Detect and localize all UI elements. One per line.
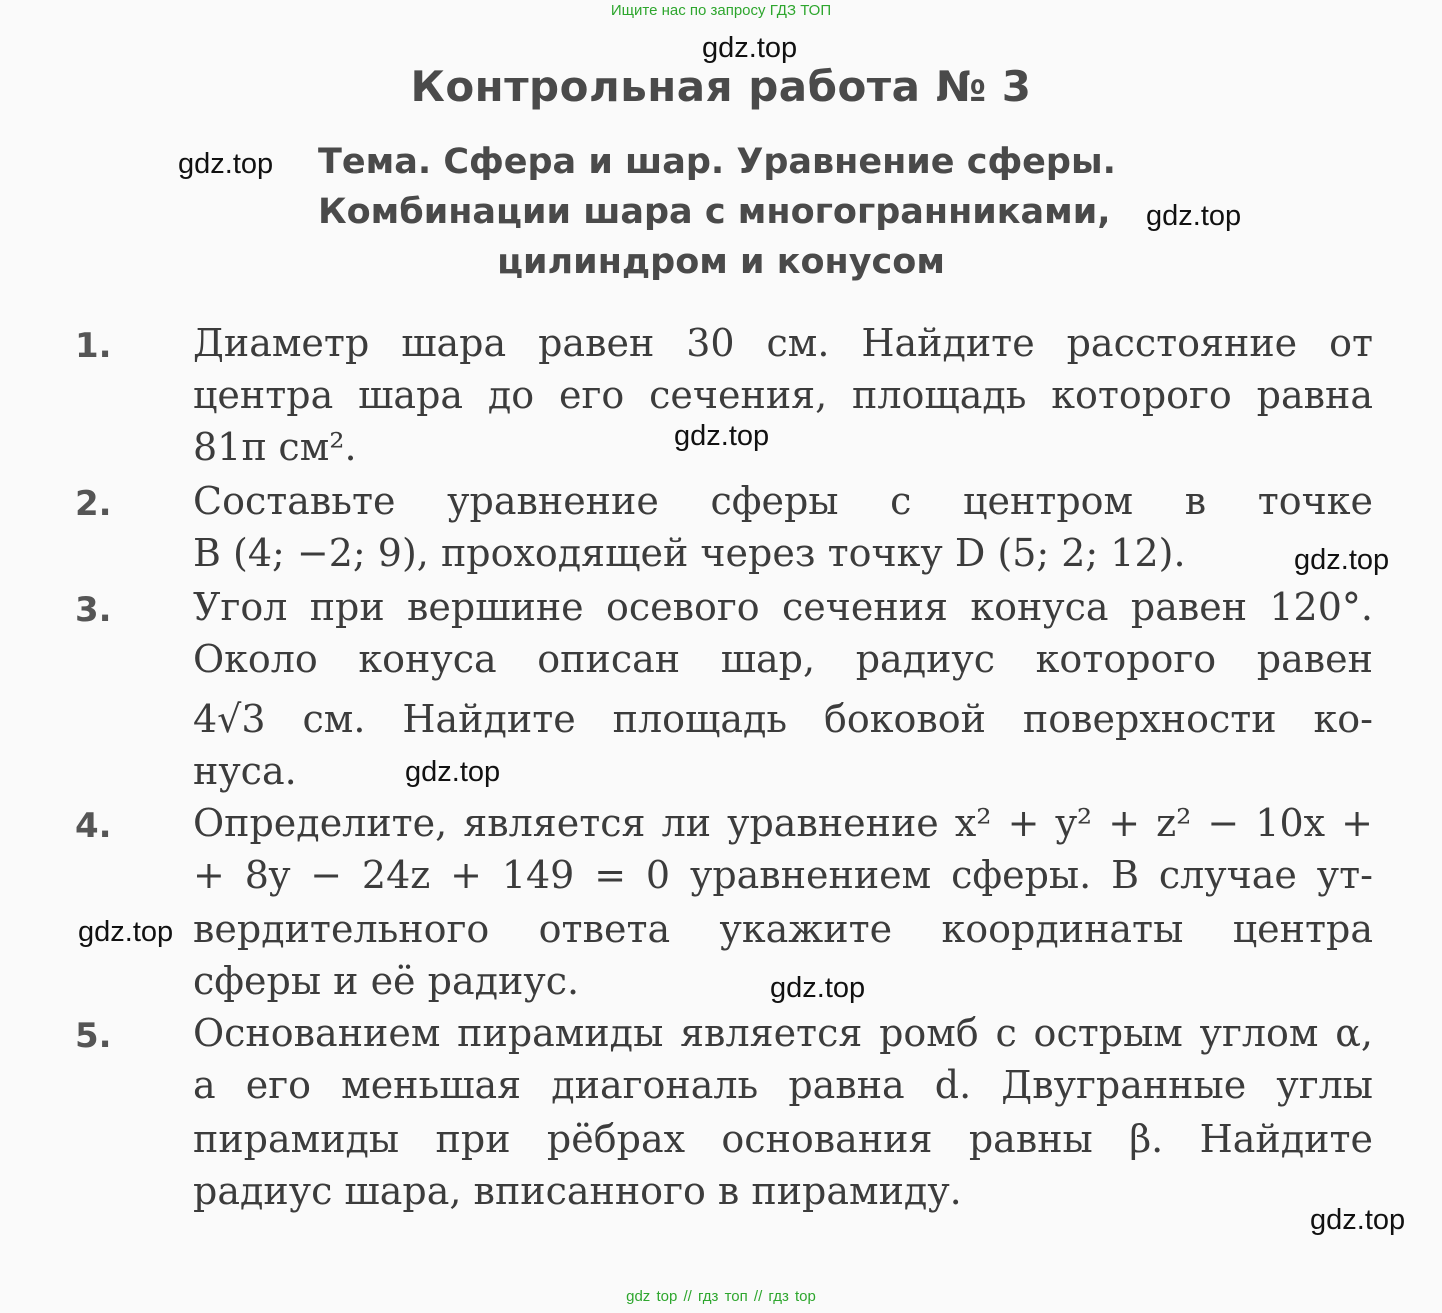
watermark: gdz.top xyxy=(1146,200,1242,232)
page-title: Контрольная работа № 3 xyxy=(410,62,1032,111)
task-number: 3. xyxy=(75,590,112,630)
task-4-line-3: вердительного ответа укажите координаты центра xyxy=(193,907,1373,951)
task-5-line-2: а его меньшая диагональ равна d. Двугранные углы xyxy=(193,1063,1373,1107)
task-4-line-2: + 8y − 24z + 149 = 0 уравнением сферы. В случае ут- xyxy=(193,853,1373,897)
task-2-line-2: B (4; −2; 9), проходящей через точку D (5; 2; 12). xyxy=(193,531,1186,575)
theme-line-3: цилиндром и конусом xyxy=(497,242,945,282)
watermark: gdz.top xyxy=(1294,544,1390,576)
theme-line-1: Тема. Сфера и шар. Уравнение сферы. xyxy=(318,142,1116,182)
watermark: gdz.top xyxy=(405,756,501,788)
task-number: 5. xyxy=(75,1016,112,1056)
top-banner: Ищите нас по запросу ГДЗ ТОП xyxy=(610,2,832,19)
task-4-line-4: сферы и её радиус. xyxy=(193,959,580,1003)
task-3-line-2: Около конуса описан шар, радиус которого равен xyxy=(193,637,1373,681)
watermark: gdz.top xyxy=(702,32,798,64)
task-5-line-3: пирамиды при рёбрах основания равны β. Найдите xyxy=(193,1117,1373,1161)
task-number: 1. xyxy=(75,326,112,366)
task-2-line-1: Составьте уравнение сферы с центром в точке xyxy=(193,479,1373,523)
task-1-line-2: центра шара до его сечения, площадь которого равна xyxy=(193,373,1373,417)
watermark: gdz.top xyxy=(674,420,770,452)
watermark: gdz.top xyxy=(1310,1204,1406,1236)
task-3-line-3: 4√3 см. Найдите площадь боковой поверхности ко- xyxy=(193,697,1373,741)
task-1-line-3: 81π см². xyxy=(193,425,357,469)
task-3-line-1: Угол при вершине осевого сечения конуса равен 120°. xyxy=(193,585,1373,629)
task-5-line-1: Основанием пирамиды является ромб с острым углом α, xyxy=(193,1011,1373,1055)
watermark: gdz.top xyxy=(178,148,274,180)
task-number: 2. xyxy=(75,484,112,524)
watermark: gdz.top xyxy=(78,916,174,948)
task-4-line-1: Определите, является ли уравнение x² + y² + z² − 10x + xyxy=(193,801,1373,845)
task-5-line-4: радиус шара, вписанного в пирамиду. xyxy=(193,1169,962,1213)
bottom-banner: gdz top // гдз топ // гдз top xyxy=(626,1288,816,1305)
task-1-line-1: Диаметр шара равен 30 см. Найдите расстояние от xyxy=(193,321,1373,365)
task-number: 4. xyxy=(75,806,112,846)
theme-line-2: Комбинации шара с многогранниками, xyxy=(318,192,1111,232)
watermark: gdz.top xyxy=(770,972,866,1004)
task-3-line-4: нуса. xyxy=(193,749,297,793)
